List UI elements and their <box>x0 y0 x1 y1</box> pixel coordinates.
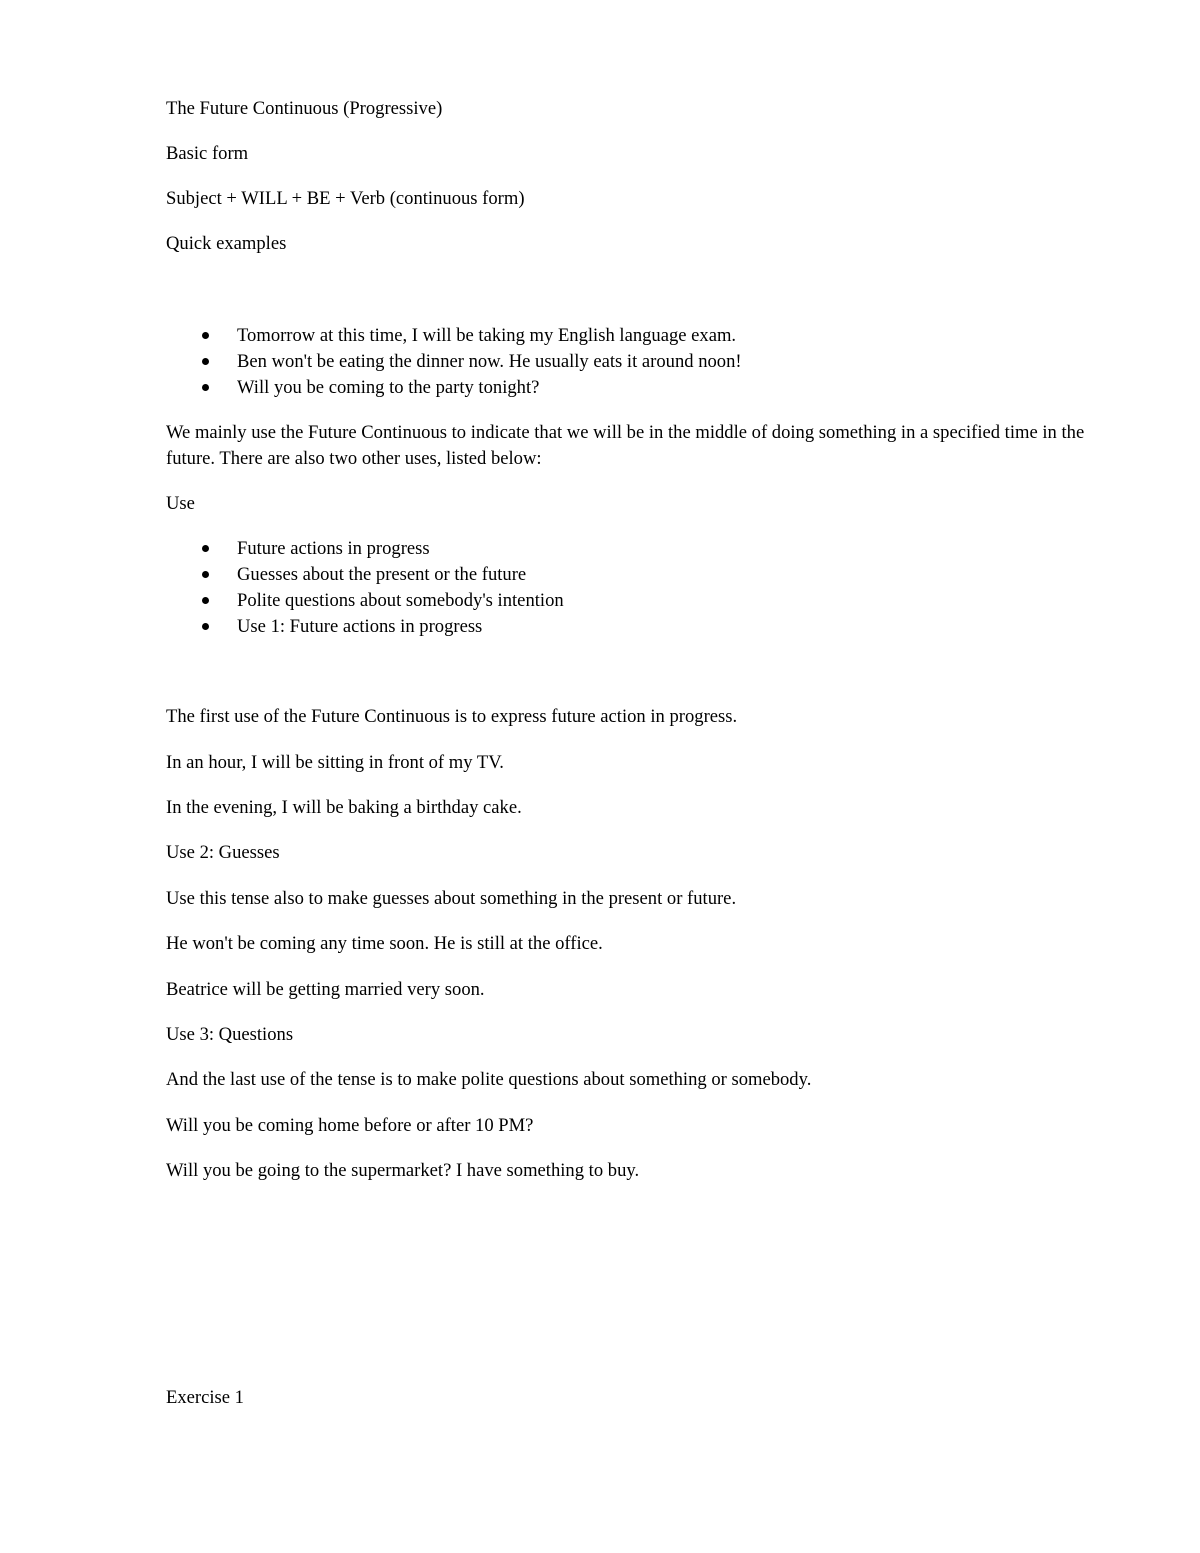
use3-example-1: Will you be coming home before or after 10 PM? <box>166 1115 534 1136</box>
list-item <box>200 375 742 401</box>
basic-form-heading: Basic form <box>166 143 249 164</box>
bullet-icon <box>202 623 209 630</box>
bullet-icon <box>202 545 209 552</box>
list-item-text: Use 1: Future actions in progress <box>237 616 483 637</box>
use3-heading: Use 3: Questions <box>166 1024 294 1045</box>
use2-example-2: Beatrice will be getting married very soon. <box>166 979 485 1000</box>
list-item-text: Tomorrow at this time, I will be taking my English language exam. <box>237 325 737 346</box>
quick-examples-list <box>200 323 742 401</box>
use1-example-1: In an hour, I will be sitting in front of my TV. <box>166 752 504 773</box>
list-item <box>200 349 742 375</box>
exercise-heading: Exercise 1 <box>166 1387 244 1408</box>
page-title: The Future Continuous (Progressive) <box>166 98 443 119</box>
uses-list <box>200 536 564 640</box>
use2-heading: Use 2: Guesses <box>166 842 280 863</box>
intro-paragraph: We mainly use the Future Continuous to indicate that we will be in the middle of doing something in a specified time in the future. There are also two other uses, listed below: <box>166 422 1085 469</box>
use3-paragraph: And the last use of the tense is to make polite questions about something or somebody. <box>166 1069 812 1090</box>
quick-examples-heading: Quick examples <box>166 233 287 254</box>
bullet-icon <box>202 597 209 604</box>
bullet-icon <box>202 571 209 578</box>
formula-text: Subject + WILL + BE + Verb (continuous form) <box>166 188 525 209</box>
list-item <box>200 562 564 588</box>
list-item-text: Future actions in progress <box>237 538 430 559</box>
list-item <box>200 588 564 614</box>
list-item-text: Guesses about the present or the future <box>237 564 527 585</box>
use2-paragraph: Use this tense also to make guesses about something in the present or future. <box>166 888 737 909</box>
use3-example-2: Will you be going to the supermarket? I have something to buy. <box>166 1160 640 1181</box>
list-item <box>200 614 564 640</box>
bullet-icon <box>202 358 209 365</box>
use2-example-1: He won't be coming any time soon. He is still at the office. <box>166 933 603 954</box>
bullet-icon <box>202 332 209 339</box>
use1-paragraph: The first use of the Future Continuous is to express future action in progress. <box>166 706 738 727</box>
use1-example-2: In the evening, I will be baking a birthday cake. <box>166 797 522 818</box>
list-item <box>200 323 742 349</box>
use-heading: Use <box>166 493 195 514</box>
list-item-text: Will you be coming to the party tonight? <box>237 377 540 398</box>
bullet-icon <box>202 384 209 391</box>
list-item-text: Polite questions about somebody's intention <box>237 590 564 611</box>
list-item <box>200 536 564 562</box>
list-item-text: Ben won't be eating the dinner now. He usually eats it around noon! <box>237 351 742 372</box>
